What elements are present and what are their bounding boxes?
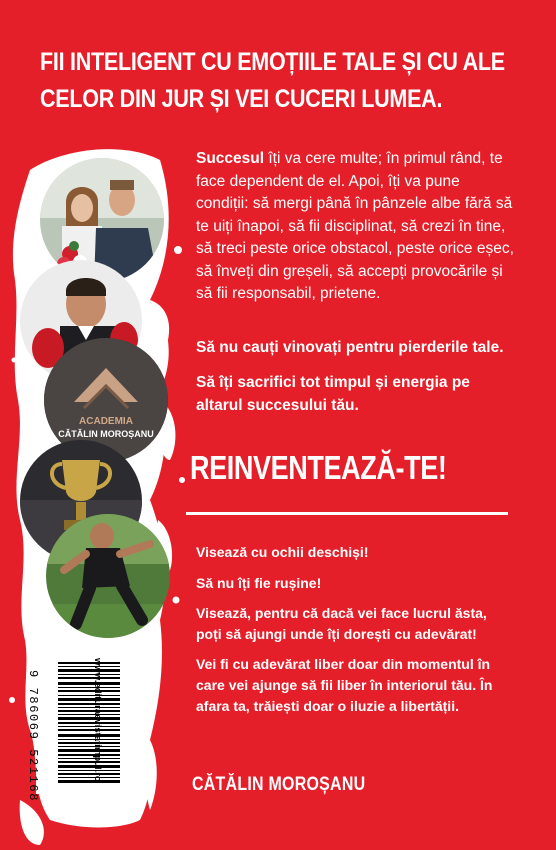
line-3: Visează, pentru că dacă vei face lucrul ăsta, poți să ajungi unde îți dorești cu adevărat! (196, 605, 487, 642)
line-1: Visează cu ochii deschiși! (196, 544, 369, 560)
author-name: CĂTĂLIN MOROȘANU (192, 774, 366, 795)
logo-line-1: ACADEMIA (79, 416, 133, 427)
divider (186, 512, 508, 515)
headline-line-2: CELOR DIN JUR ȘI VEI CUCERI LUMEA. (40, 85, 443, 113)
headline (40, 44, 505, 118)
headline-line-1: FII INTELIGENT CU EMOȚIILE TALE ȘI CU ALE (40, 48, 505, 76)
barcode-number: 9 786069 521168 (26, 670, 40, 803)
photo-training (46, 514, 170, 638)
barcode-bars (36, 654, 128, 794)
intro-text: îți va cere multe; în primul rând, te face dependent de el. Apoi, îți va pune condiții: să mergi până în pânzele albe fără să te uiți înapoi, să fii disciplinat, să crezi în tine, să treci peste orice obstacol, peste orice eșec, să înveți din greșeli, să accepți provocările și să fii responsabil, prietene. (196, 150, 514, 302)
intro-paragraph (196, 148, 516, 306)
section-title: REINVENTEAZĂ-TE! (190, 449, 447, 486)
intro-lead: Succesul (196, 150, 265, 167)
barcode (26, 654, 128, 803)
logo-line-2: CĂTĂLIN MOROȘANU (58, 429, 154, 439)
publisher-url: www.edituraevistatimpul.ro (92, 658, 103, 782)
bold-statement-1: Să nu cauți vinovați pentru pierderile tale. (196, 339, 504, 356)
line-4: Vei fi cu adevărat liber doar din momentul în care vei ajunge să fii liber în interiorul tău. În afara ta, trăiești doar o iluzie a libertății. (196, 656, 493, 714)
bold-statement-2: Să îți sacrifici tot timpul și energia pe altarul succesului tău. (196, 374, 470, 414)
line-2: Să nu îți fie rușine! (196, 575, 322, 591)
